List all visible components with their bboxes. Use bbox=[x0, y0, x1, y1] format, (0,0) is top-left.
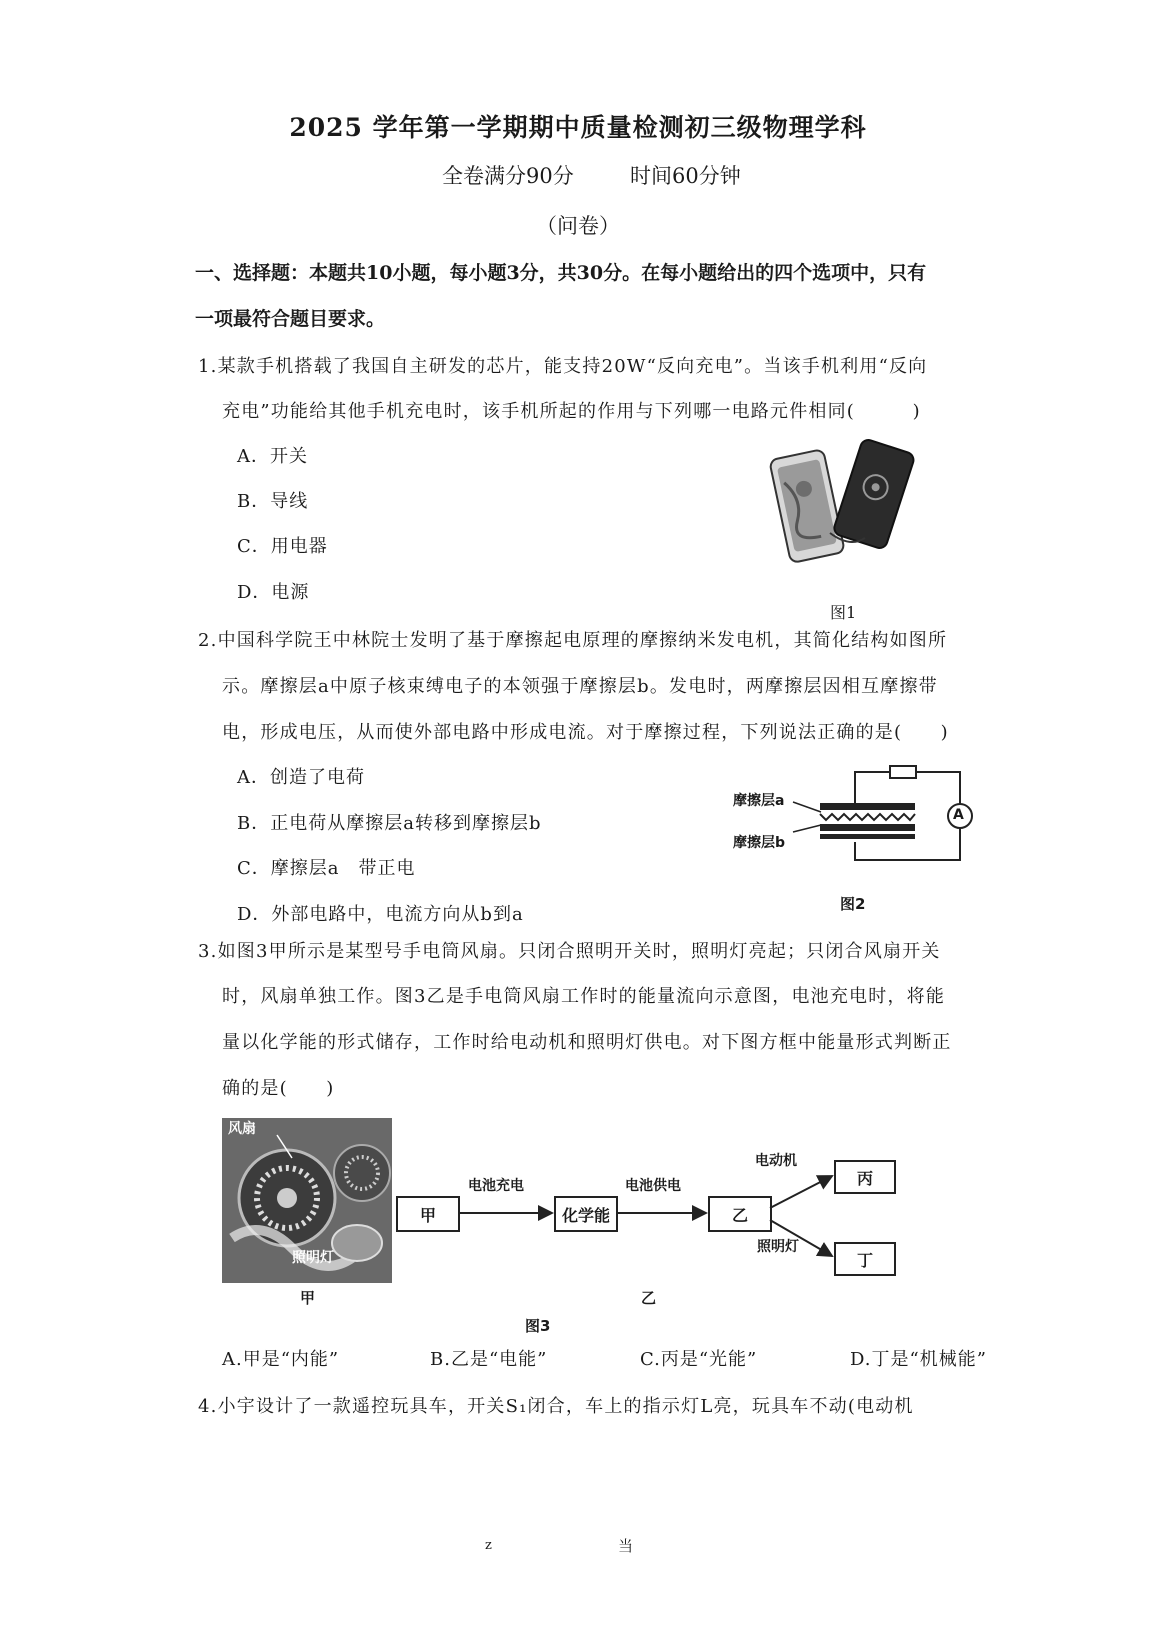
branch-label-motor: 电动机 bbox=[755, 1153, 797, 1169]
figure1-caption: 图1 bbox=[830, 603, 857, 622]
q2-stem-line2: 示。摩擦层a中原子核束缚电子的本领强于摩擦层b。发电时，两摩擦层因相互摩擦带 bbox=[222, 676, 938, 697]
q1-stem-line2: 充电”功能给其他手机充电时，该手机所起的作用与下列哪一电路元件相同( ) bbox=[222, 401, 921, 422]
energy-box-jia: 甲 bbox=[396, 1196, 460, 1232]
arrow-label-battery-supply: 电池供电 bbox=[625, 1178, 681, 1194]
q2-stem-line1: 2.中国科学院王中林院士发明了基于摩擦起电原理的摩擦纳米发电机，其简化结构如图所 bbox=[198, 630, 948, 651]
q1-option-b: B．导线 bbox=[237, 491, 309, 512]
q3-stem-line3: 量以化学能的形式储存，工作时给电动机和照明灯供电。对下图方框中能量形式判断正 bbox=[222, 1032, 952, 1053]
time-limit: 时间60分钟 bbox=[630, 164, 741, 188]
q3-stem-line2: 时，风扇单独工作。图3乙是手电筒风扇工作时的能量流向示意图，电池充电时，将能 bbox=[222, 986, 946, 1007]
q3-option-a: A.甲是“内能” bbox=[222, 1349, 340, 1370]
arrow-label-battery-charging: 电池充电 bbox=[468, 1178, 524, 1194]
q4-stem-line1: 4.小宇设计了一款遥控玩具车，开关S₁闭合，车上的指示灯L亮，玩具车不动(电动机 bbox=[198, 1396, 914, 1417]
footer-right-mark: 当 bbox=[618, 1537, 634, 1555]
footer-left-mark: z bbox=[485, 1538, 492, 1553]
fan-label: 风扇 bbox=[228, 1121, 256, 1137]
q2-option-b: B．正电荷从摩擦层a转移到摩擦层b bbox=[237, 813, 542, 834]
q3-stem-line4: 确的是( ) bbox=[222, 1078, 335, 1099]
energy-box-bing: 丙 bbox=[834, 1160, 896, 1194]
section-heading-line1: 一、选择题：本题共10小题，每小题3分，共30分。在每小题给出的四个选项中，只有 bbox=[195, 262, 927, 284]
full-score: 全卷满分90分 bbox=[442, 164, 574, 188]
q1-stem-line1: 1.某款手机搭载了我国自主研发的芯片，能支持20W“反向充电”。当该手机利用“反向 bbox=[198, 356, 928, 377]
q3-option-b: B.乙是“电能” bbox=[430, 1349, 548, 1370]
paper-type: （问卷） bbox=[536, 214, 620, 238]
branch-label-light: 照明灯 bbox=[757, 1239, 799, 1255]
q3-option-c: C.丙是“光能” bbox=[640, 1349, 758, 1370]
figure3-jia-caption: 甲 bbox=[300, 1289, 316, 1307]
friction-layer-a-label: 摩擦层a bbox=[733, 793, 785, 809]
q2-option-a: A．创造了电荷 bbox=[237, 767, 365, 788]
energy-box-chemical: 化学能 bbox=[554, 1196, 618, 1232]
page-title: 2025 学年第一学期期中质量检测初三级物理学科 bbox=[289, 113, 867, 142]
energy-box-yi: 乙 bbox=[708, 1196, 772, 1232]
friction-layer-b-label: 摩擦层b bbox=[733, 835, 786, 851]
section-heading-line2: 一项最符合题目要求。 bbox=[195, 308, 386, 330]
q1-option-c: C．用电器 bbox=[237, 536, 328, 557]
energy-box-ding: 丁 bbox=[834, 1242, 896, 1276]
q1-option-a: A．开关 bbox=[237, 446, 308, 467]
q2-option-d: D．外部电路中，电流方向从b到a bbox=[237, 904, 524, 925]
figure3-caption: 图3 bbox=[525, 1317, 551, 1335]
light-label: 照明灯 bbox=[292, 1250, 334, 1266]
figure2-caption: 图2 bbox=[840, 895, 866, 913]
ammeter-label: A bbox=[953, 807, 964, 823]
q2-option-c: C．摩擦层a 带正电 bbox=[237, 858, 416, 879]
q2-stem-line3: 电，形成电压，从而使外部电路中形成电流。对于摩擦过程，下列说法正确的是( ) bbox=[222, 722, 949, 743]
q3-stem-line1: 3.如图3甲所示是某型号手电筒风扇。只闭合照明开关时，照明灯亮起；只闭合风扇开关 bbox=[198, 941, 941, 962]
q1-option-d: D．电源 bbox=[237, 582, 310, 603]
q3-option-d: D.丁是“机械能” bbox=[850, 1349, 987, 1370]
figure3-yi-caption: 乙 bbox=[641, 1289, 657, 1307]
